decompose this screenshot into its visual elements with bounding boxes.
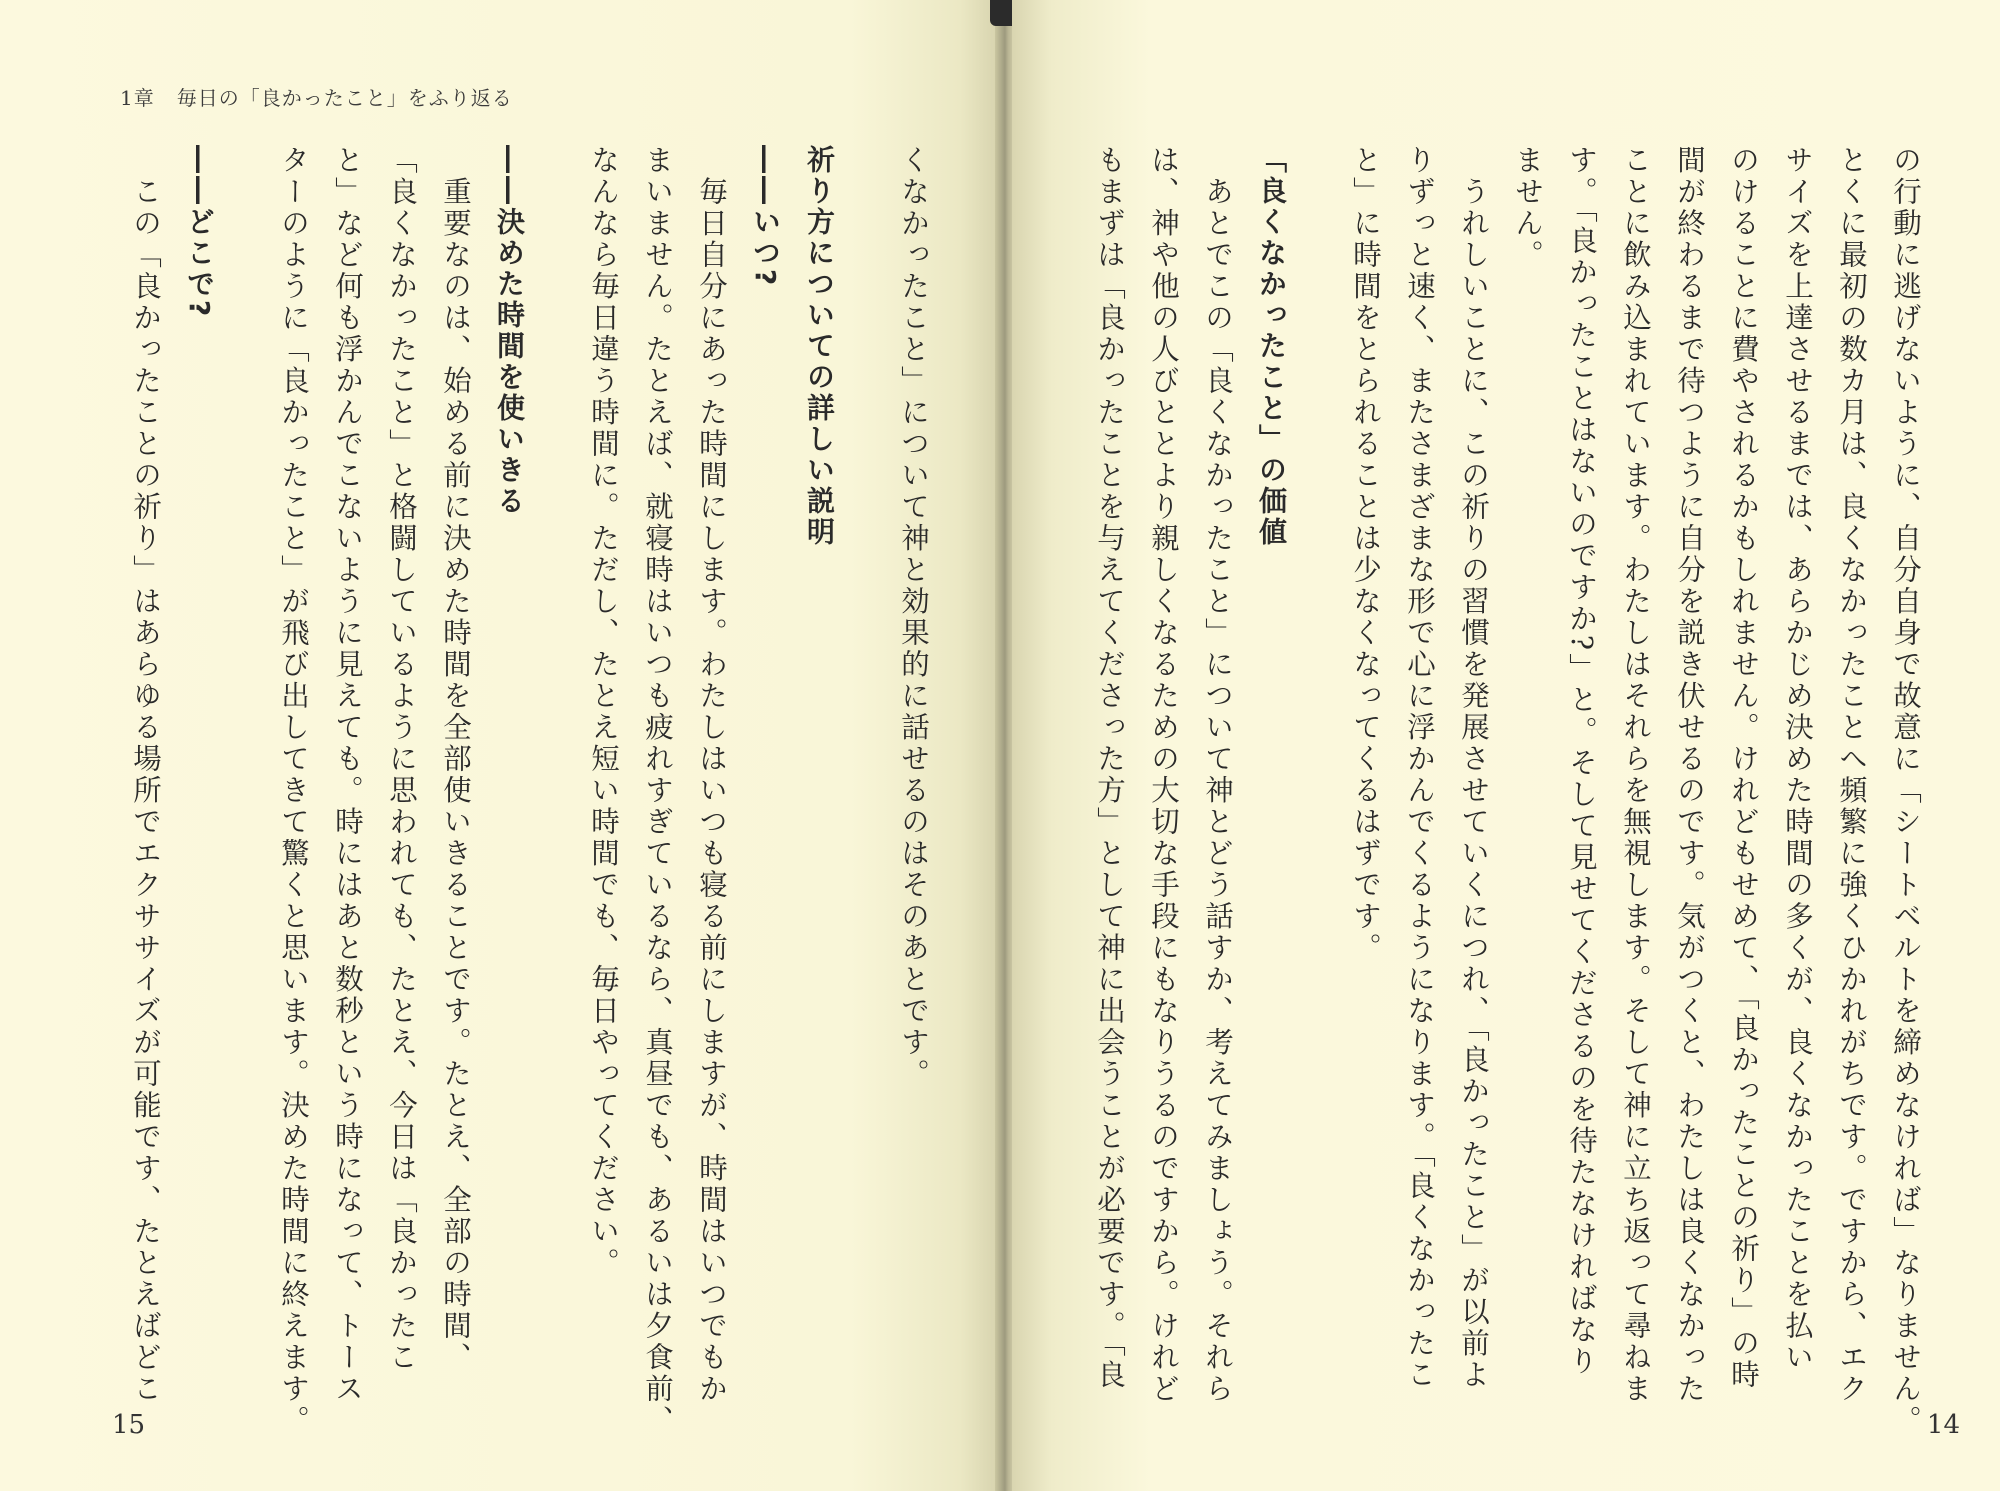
- text-line: ことに飲み込まれています。わたしはそれらを無視します。そして神に立ち返って尋ねま: [1619, 145, 1652, 1405]
- text-line: りずっと速く、またさまざまな形で心に浮かんでくるようになります。「良くなかったこ: [1403, 145, 1436, 1391]
- section-spacer: [536, 145, 576, 1385]
- section-heading: 祈り方についての詳しい説明: [803, 145, 836, 548]
- text-line: 毎日自分にあった時間にします。わたしはいつも寝る前にしますが、時間はいつでもか: [695, 145, 728, 1405]
- text-line: の行動に逃げないように、自分自身で故意に「シートベルトを締めなければ」なりません。: [1889, 145, 1922, 1437]
- text-line: 間が終わるまで待つように自分を説き伏せるのです。気がつくと、わたしは良くなかった: [1673, 145, 1706, 1405]
- text-line: と」など何も浮かんでこないように見えても。時にはあと数秒という時になって、トース: [331, 145, 364, 1405]
- right-page: [1012, 0, 2000, 1491]
- text-line: のけることに費やされるかもしれません。けれどもせめて、「良かったことの祈り」の時: [1727, 145, 1760, 1391]
- section-heading: ――決めた時間を使いきる: [493, 145, 526, 517]
- page-number-left: 15: [112, 1410, 146, 1440]
- text-line: なんなら毎日違う時間に。ただし、たとえ短い時間でも、毎日やってください。: [587, 145, 620, 1279]
- text-line: す。「良かったことはないのですか?」と。そして見せてくださるのを待たなければなり: [1565, 145, 1598, 1378]
- text-line: は、神や他の人びととより親しくなるための大切な手段にもなりうるのですから。けれど: [1147, 145, 1180, 1405]
- running-header: [120, 82, 513, 111]
- text-line: とくに最初の数カ月は、良くなかったことへ頻繁に強くひかれがちです。ですから、エク: [1835, 145, 1868, 1405]
- section-heading: ――どこで?: [183, 145, 216, 320]
- text-line: うれしいことに、この祈りの習慣を発展させていくにつれ、「良かったこと」が以前よ: [1457, 145, 1490, 1391]
- chapter-title: 毎日の「良かったこと」をふり返る: [176, 86, 513, 110]
- text-line: まいません。たとえば、就寝時はいつも疲れすぎているなら、真昼でも、あるいは夕食前、: [641, 145, 674, 1437]
- text-line: この「良かったことの祈り」はあらゆる場所でエクササイズが可能です、たとえばどこ: [129, 145, 162, 1405]
- text-line: ターのように「良かったこと」が飛び出してきて驚くと思います。決めた時間に終えます。: [277, 145, 310, 1437]
- section-spacer: [1298, 145, 1338, 1385]
- section-spacer: [226, 145, 266, 1385]
- text-line: あとでこの「良くなかったこと」について神とどう話すか、考えてみましょう。それら: [1201, 145, 1234, 1405]
- text-line: サイズを上達させるまでは、あらかじめ決めた時間の多くが、良くなかったことを払い: [1781, 145, 1814, 1374]
- chapter-number: 1章: [120, 86, 155, 110]
- text-line: 「良くなかったこと」と格闘しているように思われても、たとえ、今日は「良かったこ: [385, 145, 418, 1374]
- page-number-right: 14: [1926, 1410, 1960, 1440]
- text-line: くなかったこと」について神と効果的に話せるのはそのあとです。: [897, 145, 930, 1090]
- section-spacer: [846, 145, 886, 1385]
- right-page-body: [1082, 145, 1932, 1437]
- text-line: ません。: [1511, 145, 1544, 271]
- section-heading: 「良くなかったこと」の価値: [1255, 145, 1288, 548]
- section-heading: ――いつ?: [749, 145, 782, 289]
- text-line: もまずは「良かったことを与えてくださった方」として神に出会うことが必要です。「良: [1093, 145, 1126, 1391]
- text-line: 重要なのは、始める前に決めた時間を全部使いきることです。たとえ、全部の時間、: [439, 145, 472, 1374]
- text-line: と」に時間をとられることは少なくなってくるはずです。: [1349, 145, 1382, 964]
